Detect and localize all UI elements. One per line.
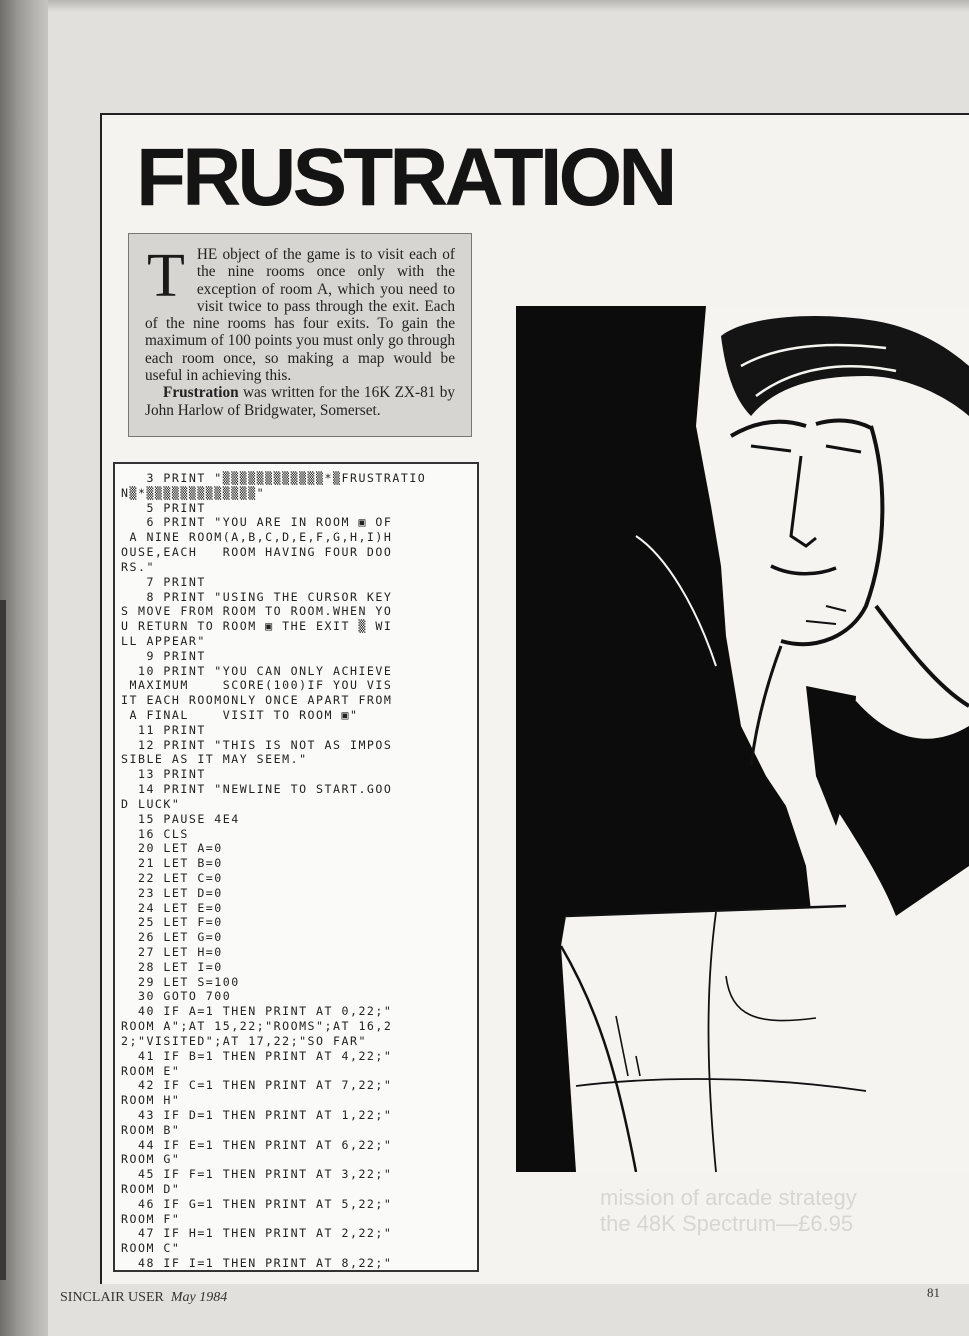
- code-line: 24 LET E=0: [121, 900, 223, 915]
- code-line: 12 PRINT "THIS IS NOT AS IMPOS: [121, 737, 393, 752]
- code-line: ROOM H": [121, 1093, 181, 1108]
- code-line: 5 PRINT: [121, 500, 206, 515]
- show-through-line: mission of arcade strategy: [600, 1185, 857, 1210]
- code-line: 47 IF H=1 THEN PRINT AT 2,22;": [121, 1226, 393, 1241]
- article-title: FRUSTRATION: [136, 132, 674, 223]
- code-line: SIBLE AS IT MAY SEEM.": [121, 752, 308, 767]
- code-line: U RETURN TO ROOM ▣ THE EXIT ▒ WI: [121, 619, 393, 634]
- running-footer: [60, 1290, 227, 1310]
- code-line: 26 LET G=0: [121, 930, 223, 945]
- code-line: A FINAL VISIT TO ROOM ▣": [121, 708, 359, 722]
- code-line: ROOM D": [121, 1182, 181, 1196]
- page-top-edge: [48, 0, 969, 12]
- credit-paragraph: [145, 384, 455, 419]
- code-line: RS.": [121, 559, 155, 574]
- code-line: S MOVE FROM ROOM TO ROOM.WHEN YO: [121, 604, 393, 619]
- code-line: 20 LET A=0: [121, 841, 223, 856]
- show-through-text: [600, 1185, 960, 1237]
- code-line: 11 PRINT: [121, 722, 206, 737]
- code-line: 16 CLS: [121, 826, 189, 841]
- code-line: IT EACH ROOMONLY ONCE APART FROM: [121, 693, 393, 708]
- code-line: OUSE,EACH ROOM HAVING FOUR DOO: [121, 545, 393, 560]
- program-name: Frustration: [163, 384, 239, 402]
- code-line: 7 PRINT: [121, 574, 206, 589]
- code-line: ROOM B": [121, 1122, 181, 1137]
- illustration-man-reading: [516, 306, 969, 1172]
- code-line: 3 PRINT "▒▒▒▒▒▒▒▒▒▒▒▒*▒FRUSTRATIO: [121, 471, 427, 485]
- code-line: 40 IF A=1 THEN PRINT AT 0,22;": [121, 1004, 393, 1019]
- code-line: 13 PRINT: [121, 767, 206, 782]
- code-line: 21 LET B=0: [121, 856, 223, 871]
- code-line: 27 LET H=0: [121, 945, 223, 959]
- code-line: A NINE ROOM(A,B,C,D,E,F,G,H,I)H: [121, 530, 393, 545]
- code-line: 6 PRINT "YOU ARE IN ROOM ▣ OF: [121, 515, 393, 530]
- code-line: 42 IF C=1 THEN PRINT AT 7,22;": [121, 1078, 393, 1093]
- code-line: MAXIMUM SCORE(100)IF YOU VIS: [121, 678, 393, 693]
- code-line: 14 PRINT "NEWLINE TO START.GOO: [121, 782, 393, 797]
- binding-shadow: [0, 600, 6, 1280]
- intro-box: [128, 233, 472, 437]
- show-through-line: the 48K Spectrum—£6.95: [600, 1211, 854, 1236]
- code-line: 46 IF G=1 THEN PRINT AT 5,22;": [121, 1196, 393, 1211]
- code-line: 23 LET D=0: [121, 885, 223, 900]
- drop-cap: T: [147, 242, 185, 310]
- code-line: 22 LET C=0: [121, 870, 223, 885]
- code-line: 29 LET S=100: [121, 974, 240, 989]
- publication-name: SINCLAIR USER: [60, 1290, 164, 1305]
- code-line: LL APPEAR": [121, 633, 206, 648]
- code-line: 41 IF B=1 THEN PRINT AT 4,22;": [121, 1048, 393, 1063]
- code-line: 2;"VISITED";AT 17,22;"SO FAR": [121, 1033, 367, 1048]
- code-line: ROOM F": [121, 1211, 181, 1226]
- program-listing: [113, 462, 479, 1272]
- code-line: 10 PRINT "YOU CAN ONLY ACHIEVE: [121, 663, 393, 678]
- code-line: D LUCK": [121, 796, 181, 811]
- code-line: 25 LET F=0: [121, 915, 223, 930]
- code-line: ROOM E": [121, 1063, 181, 1078]
- code-line: 44 IF E=1 THEN PRINT AT 6,22;": [121, 1137, 393, 1152]
- code-line: 9 PRINT: [121, 648, 206, 663]
- code-line: ROOM C": [121, 1241, 181, 1256]
- issue-date: May 1984: [170, 1290, 228, 1305]
- code-line: N▒*▒▒▒▒▒▒▒▒▒▒▒▒▒": [121, 485, 266, 500]
- code-line: 43 IF D=1 THEN PRINT AT 1,22;": [121, 1107, 393, 1122]
- code-line: ROOM G": [121, 1152, 181, 1167]
- intro-paragraph: HE object of the game is to visit each of the nine rooms once only with the exception of room A, which you need to visit twice to pass through the exit. Each of the nine rooms has four exits. To gain the maximum of 100 points you must only go through each room once, so making a map would be useful in achieving this.: [145, 246, 455, 385]
- code-line: ROOM A";AT 15,22;"ROOMS";AT 16,2: [121, 1019, 393, 1034]
- code-line: 30 GOTO 700: [121, 989, 232, 1004]
- code-line: 28 LET I=0: [121, 959, 223, 974]
- page-number: 81: [927, 1285, 940, 1300]
- code-line: 15 PAUSE 4E4: [121, 811, 240, 826]
- credit-text: was written for the 16K ZX-81 by John Harlow of Bridgwater, Somerset.: [145, 384, 455, 419]
- code-line: 45 IF F=1 THEN PRINT AT 3,22;": [121, 1167, 393, 1182]
- binding-spine: [0, 0, 48, 1336]
- code-line: 8 PRINT "USING THE CURSOR KEY: [121, 589, 393, 604]
- code-line: 48 IF I=1 THEN PRINT AT 8,22;": [121, 1256, 393, 1271]
